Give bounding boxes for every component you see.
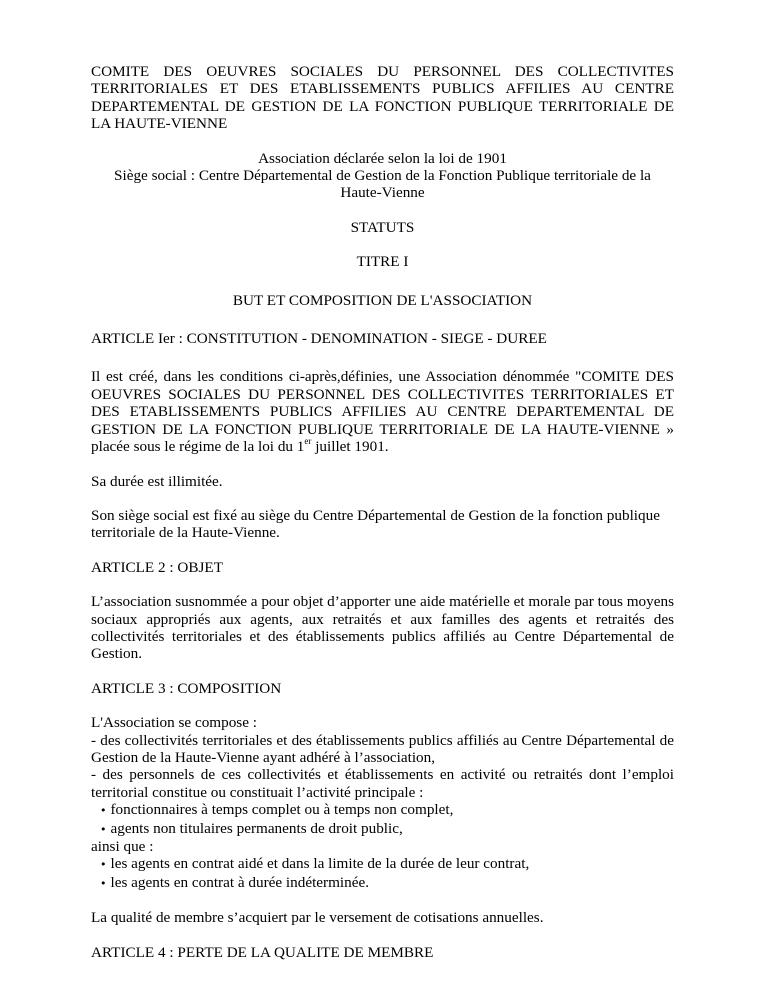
article3-item: - des personnels de ces collectivités et établissements en activité ou retraités dont l’emploi territorial constitue ou constituait l’activité principale : bbox=[91, 766, 674, 801]
list-item: • les agents en contrat à durée indéterminée. bbox=[91, 874, 674, 892]
ainsi-que-label: ainsi que : bbox=[91, 838, 154, 855]
article1-duration: Sa durée est illimitée. bbox=[91, 472, 223, 490]
titre-label: TITRE I bbox=[356, 253, 409, 271]
list-item: • agents non titulaires permanents de droit public, bbox=[91, 820, 674, 838]
statuts-title: STATUTS bbox=[350, 218, 415, 236]
article3-heading: ARTICLE 3 : COMPOSITION bbox=[91, 679, 282, 697]
ordinal-superscript: er bbox=[304, 436, 312, 447]
article4-heading: ARTICLE 4 : PERTE DE LA QUALITE DE MEMBRE bbox=[91, 943, 434, 961]
article3-intro: L'Association se compose : bbox=[91, 714, 257, 732]
article1-paragraph bbox=[91, 368, 674, 455]
article1-text: Il est créé, dans les conditions ci-après,définies, une Association dénommée "COMITE DES OEUVRES SOCIALES DU PERSONNEL DES COLLECTIVITES TERRITORIALES ET DES ETABLISSEMENTS PUBLICS AFFILIES AU CENTRE DEPARTEMENTAL DE GESTION DE LA FONCTION PUBLIQUE TERRITORIALE DE LA HAUTE-VIENNE » placée sous le régime de la loi du 1 bbox=[91, 368, 674, 456]
article3-item: - des collectivités territoriales et des établissements publics affiliés au Centre Départemental de Gestion de la Haute-Vienne ayant adhéré à l’association, bbox=[91, 731, 674, 766]
article2-paragraph: L’association susnommée a pour objet d’apporter une aide matérielle et morale par tous moyens sociaux appropriés aux agents, aux retraités et aux familles des agents et retraités des collectivités territoriales et des établissements publics affiliés au Centre Départemental de Gestion. bbox=[91, 593, 674, 663]
article3-membership: La qualité de membre s’acquiert par le versement de cotisations annuelles. bbox=[91, 909, 544, 927]
bullet-list bbox=[91, 801, 674, 838]
article3-body bbox=[91, 714, 674, 892]
declaration-line: Association déclarée selon la loi de 1901 bbox=[258, 149, 507, 167]
bullet-list bbox=[91, 855, 674, 892]
article1-text-end: juillet 1901. bbox=[311, 438, 389, 456]
article1-seat: Son siège social est fixé au siège du Centre Départemental de Gestion de la fonction publique territoriale de la Haute-Vienne. bbox=[91, 506, 660, 542]
declaration-block bbox=[91, 150, 674, 202]
list-item: • les agents en contrat aidé et dans la limite de la durée de leur contrat, bbox=[91, 855, 674, 873]
article1-heading: ARTICLE Ier : CONSTITUTION - DENOMINATION - SIEGE - DUREE bbox=[91, 330, 547, 348]
titre-subject: BUT ET COMPOSITION DE L'ASSOCIATION bbox=[232, 291, 533, 309]
siege-line: Siège social : Centre Départemental de Gestion de la Fonction Publique territoriale de la Haute-Vienne bbox=[114, 167, 651, 202]
list-item: • fonctionnaires à temps complet ou à temps non complet, bbox=[91, 801, 674, 819]
article2-heading: ARTICLE 2 : OBJET bbox=[91, 558, 223, 576]
document-heading: COMITE DES OEUVRES SOCIALES DU PERSONNEL DES COLLECTIVITES TERRITORIALES ET DES ETABLISSEMENTS PUBLICS AFFILIES AU CENTRE DEPARTEMENTAL DE GESTION DE LA FONCTION PUBLIQUE TERRITORIALE DE LA HAUTE-VIENNE bbox=[91, 63, 674, 133]
